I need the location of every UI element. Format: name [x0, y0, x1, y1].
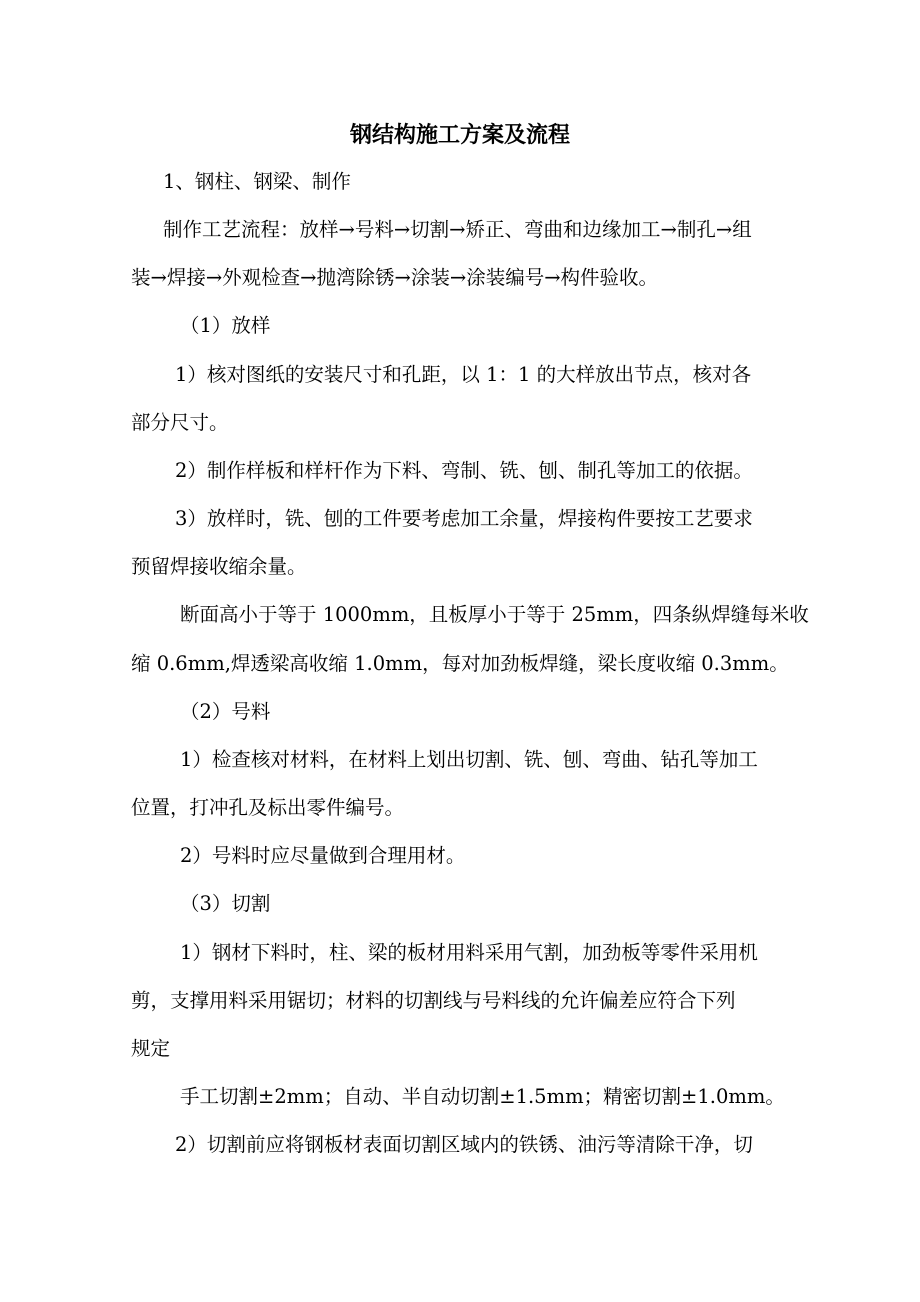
process-flow-line-1: 制作工艺流程：放样→号料→切割→矫正、弯曲和边缘加工→制孔→组	[163, 218, 752, 241]
cutting-tolerance: 手工切割±2mm；自动、半自动切割±1.5mm；精密切割±1.0mm。	[180, 1085, 785, 1108]
cutting-item-1-line-3: 规定	[131, 1037, 171, 1060]
marking-item-1-line-1: 1）检查核对材料，在材料上划出切割、铣、刨、弯曲、钻孔等加工	[180, 748, 758, 771]
heading-steel-column-beam: 1、钢柱、钢梁、制作	[163, 170, 351, 193]
cutting-item-1-line-1: 1）钢材下料时，柱、梁的板材用料采用气割，加劲板等零件采用机	[180, 941, 758, 964]
layout-item-2: 2）制作样板和样杆作为下料、弯制、铣、刨、制孔等加工的依据。	[175, 459, 753, 482]
marking-item-2: 2）号料时应尽量做到合理用材。	[180, 844, 466, 867]
process-flow-line-2: 装→焊接→外观检查→抛湾除锈→涂装→涂装编号→构件验收。	[131, 266, 659, 289]
layout-item-1-line-1: 1）核对图纸的安装尺寸和孔距，以 1：1 的大样放出节点，核对各	[175, 363, 752, 386]
layout-item-3-line-2: 预留焊接收缩余量。	[131, 555, 307, 578]
section-layout: （1）放样	[180, 314, 271, 337]
cutting-item-1-line-2: 剪，支撑用料采用锯切；材料的切割线与号料线的允许偏差应符合下列	[131, 989, 736, 1012]
marking-item-1-line-2: 位置，打冲孔及标出零件编号。	[131, 796, 405, 819]
cutting-item-2-line-1: 2）切割前应将钢板材表面切割区域内的铁锈、油污等清除干净，切	[175, 1133, 753, 1156]
shrinkage-note-line-1: 断面高小于等于 1000mm，且板厚小于等于 25mm，四条纵焊缝每米收	[180, 603, 809, 626]
layout-item-3-line-1: 3）放样时，铣、刨的工件要考虑加工余量，焊接构件要按工艺要求	[175, 507, 753, 530]
document-title: 钢结构施工方案及流程	[349, 122, 570, 148]
shrinkage-note-line-2: 缩 0.6mm,焊透梁高收缩 1.0mm，每对加劲板焊缝，梁长度收缩 0.3mm。	[131, 652, 789, 675]
section-marking: （2）号料	[180, 700, 271, 723]
layout-item-1-line-2: 部分尺寸。	[131, 411, 229, 434]
section-cutting: （3）切割	[180, 892, 271, 915]
